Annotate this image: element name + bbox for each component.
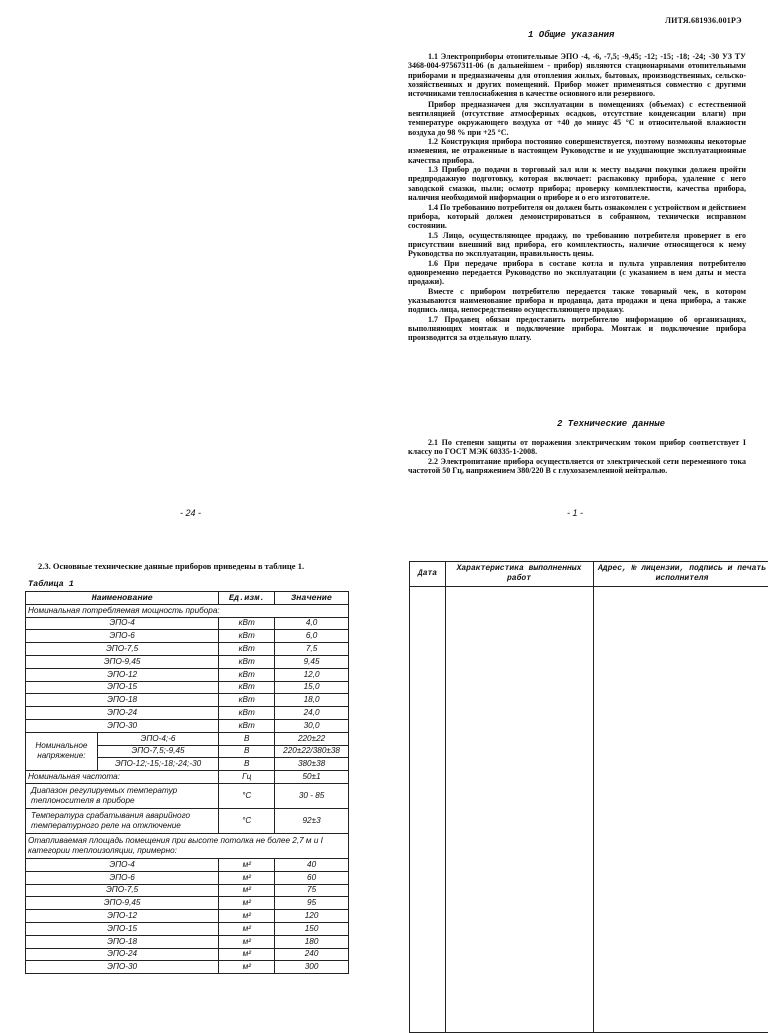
value-cell: 30 - 85	[275, 783, 349, 808]
unit-cell: м²	[219, 948, 275, 961]
value-cell: 75	[275, 884, 349, 897]
table-row	[26, 630, 349, 643]
model-cell: ЭПО-24	[26, 707, 219, 720]
unit-cell: Гц	[219, 771, 275, 784]
unit-cell: м²	[219, 935, 275, 948]
temp-alarm-label: Температура срабатывания аварийного температурного реле на отключение	[26, 808, 219, 833]
model-cell: ЭПО-7,5	[26, 884, 219, 897]
unit-cell: В	[219, 758, 275, 771]
model-cell: ЭПО-9,45	[26, 897, 219, 910]
table-caption: Таблица 1	[28, 579, 74, 589]
paragraph: 1.1 Электроприборы отопительные ЭПО -4, -6, -7,5; -9,45; -12; -15; -18; -24; -30 УЗ ТУ 3468-004-97567311-06 (в дальнейшем - прибор) являются стационарными отопительными приборами и предназначены для отопления жилых, бытовых, производственных, сельско-хозяйственных и других помещений. Прибор может применяться совместно с другими источниками теплоснабжения в качестве основного или резервного.	[408, 52, 746, 99]
paragraph: 2.1 По степени защиты от поражения электрическим током прибор соответствует I классу по ГОСТ МЭК 60335-1-2008.	[408, 438, 746, 457]
paragraph: 1.5 Лицо, осуществляющее продажу, по требованию потребителя проверяет в его присутствии внешний вид прибора, его комплектность, наличие относящегося к нему Руководства по эксплуатации, правильность цены.	[408, 230, 746, 259]
value-cell: 300	[275, 961, 349, 974]
model-cell: ЭПО-30	[26, 719, 219, 732]
header-name: Наименование	[26, 592, 219, 605]
unit-cell: м²	[219, 910, 275, 923]
model-cell: ЭПО-12;-15;-18;-24;-30	[97, 758, 219, 771]
temp-range-label: Диапазон регулируемых температур теплоносителя в приборе	[26, 783, 219, 808]
value-cell: 40	[275, 858, 349, 871]
table-row	[26, 910, 349, 923]
value-cell: 50±1	[275, 771, 349, 784]
table-row	[26, 871, 349, 884]
table-row	[26, 897, 349, 910]
model-cell: ЭПО-24	[26, 948, 219, 961]
model-cell: ЭПО-7,5;-9,45	[97, 745, 219, 758]
paragraph: 1.7 Продавец обязан предоставить потребителю информацию об организациях, выполняющих монтаж и подключение прибора. Монтаж и подключение прибора производится за отдельную плату.	[408, 314, 746, 343]
unit-cell: В	[219, 745, 275, 758]
table-row	[26, 694, 349, 707]
table-header-row	[26, 592, 349, 605]
unit-cell: кВт	[219, 617, 275, 630]
log-header-work: Характеристика выполненных работ	[456, 564, 582, 583]
value-cell: 120	[275, 910, 349, 923]
value-cell: 12,0	[275, 668, 349, 681]
model-cell: ЭПО-30	[26, 961, 219, 974]
model-cell: ЭПО-15	[26, 681, 219, 694]
value-cell: 220±22	[275, 732, 349, 745]
header-divider	[410, 586, 768, 587]
freq-label: Номинальная частота:	[26, 771, 219, 784]
model-cell: ЭПО-6	[26, 871, 219, 884]
model-cell: ЭПО-15	[26, 922, 219, 935]
table-row	[26, 771, 349, 784]
table-row	[26, 707, 349, 720]
paragraph: 1.2 Конструкция прибора постоянно совершенствуется, поэтому возможны некоторые изменения, не отраженные в настоящем Руководстве и не ухудшающие эксплуатационные качества прибора.	[408, 137, 746, 165]
header-unit: Ед.изм.	[219, 592, 275, 605]
unit-cell: м²	[219, 897, 275, 910]
document-code: ЛИТЯ.681936.001РЭ	[665, 16, 742, 25]
value-cell: 7,5	[275, 643, 349, 656]
page-number-right: - 1 -	[567, 508, 584, 518]
service-log-table	[409, 561, 768, 1033]
model-cell: ЭПО-7,5	[26, 643, 219, 656]
section-1-body	[408, 52, 746, 343]
value-cell: 180	[275, 935, 349, 948]
unit-cell: °С	[219, 783, 275, 808]
table-row	[26, 668, 349, 681]
page-number-left: - 24 -	[180, 508, 202, 518]
unit-cell: кВт	[219, 681, 275, 694]
unit-cell: м²	[219, 922, 275, 935]
model-cell: ЭПО-9,45	[26, 655, 219, 668]
tech-data-table	[25, 591, 349, 974]
unit-cell: кВт	[219, 668, 275, 681]
value-cell: 24,0	[275, 707, 349, 720]
table-row	[26, 858, 349, 871]
value-cell: 240	[275, 948, 349, 961]
value-cell: 150	[275, 922, 349, 935]
unit-cell: м²	[219, 961, 275, 974]
value-cell: 6,0	[275, 630, 349, 643]
header-value: Значение	[275, 592, 349, 605]
unit-cell: кВт	[219, 630, 275, 643]
model-cell: ЭПО-4;-6	[97, 732, 219, 745]
value-cell: 220±22/380±38	[275, 745, 349, 758]
table-row	[26, 655, 349, 668]
log-header-executor: Адрес, № лицензии, подпись и печать исполнителя	[597, 564, 767, 583]
paragraph: 1.6 При передаче прибора в составе котла и пульта управления потребителю одновременно передается Руководство по эксплуатации (с указанием в нем даты и места продажи).	[408, 258, 746, 287]
section-2-body	[408, 438, 746, 475]
section-2-title: 2 Технические данные	[557, 419, 666, 429]
section-1-title: 1 Общие указания	[528, 30, 615, 40]
table-row	[26, 783, 349, 808]
model-cell: ЭПО-12	[26, 910, 219, 923]
value-cell: 4,0	[275, 617, 349, 630]
table-row	[26, 833, 349, 858]
unit-cell: кВт	[219, 655, 275, 668]
unit-cell: м²	[219, 871, 275, 884]
value-cell: 92±3	[275, 808, 349, 833]
paragraph: Вместе с прибором потребителю передается также товарный чек, в котором указываются наименование прибора и продавца, дата продажи и цена прибора, а также подпись лица, непосредственно осуществляющего продажу.	[408, 286, 746, 315]
unit-cell: кВт	[219, 694, 275, 707]
table-row	[26, 681, 349, 694]
value-cell: 30,0	[275, 719, 349, 732]
column-divider	[593, 562, 594, 1032]
table-row	[26, 935, 349, 948]
paragraph: 2.2 Электропитание прибора осуществляется от электрической сети переменного тока частотой 50 Гц, напряжением 380/220 В с глухозаземленной нейтралью.	[408, 456, 746, 476]
table-row	[26, 617, 349, 630]
value-cell: 9,45	[275, 655, 349, 668]
voltage-label: Номинальное напряжение:	[26, 732, 98, 770]
table-row	[26, 922, 349, 935]
model-cell: ЭПО-18	[26, 935, 219, 948]
unit-cell: кВт	[219, 719, 275, 732]
model-cell: ЭПО-18	[26, 694, 219, 707]
unit-cell: м²	[219, 858, 275, 871]
unit-cell: кВт	[219, 707, 275, 720]
value-cell: 18,0	[275, 694, 349, 707]
power-title: Номинальная потребляемая мощность прибора:	[26, 604, 349, 617]
value-cell: 380±38	[275, 758, 349, 771]
paragraph: 1.3 Прибор до подачи в торговый зал или к месту выдачи покупки должен пройти предпродажную подготовку, которая включает: распаковку прибора, удаление с него заводской смазки, пыли; осмотр прибора; проверку комплектности, качества прибора, наличия необходимой информации о приборе и о его изготовителе.	[408, 165, 746, 203]
model-cell: ЭПО-4	[26, 858, 219, 871]
table-row	[26, 961, 349, 974]
unit-cell: кВт	[219, 643, 275, 656]
value-cell: 60	[275, 871, 349, 884]
value-cell: 15,0	[275, 681, 349, 694]
table-row	[26, 643, 349, 656]
value-cell: 95	[275, 897, 349, 910]
unit-cell: м²	[219, 884, 275, 897]
log-header-date: Дата	[417, 569, 438, 578]
table-row	[26, 732, 349, 745]
area-title: Отапливаемая площадь помещения при высоте потолка не более 2,7 м и I категории теплоизоляции, примерно:	[26, 833, 349, 858]
table-row	[26, 948, 349, 961]
table-intro: 2.3. Основные технические данные приборов приведены в таблице 1.	[38, 561, 305, 571]
paragraph: Прибор предназначен для эксплуатации в помещениях (объемах) с естественной вентиляцией (отсутствие атмосферных осадков, отсутствие конденсации влаги) при температуре окружающего воздуха от +40 до минус 45 °С и относительной влажности воздуха до 98 % при +25 °С.	[408, 99, 746, 137]
column-divider	[445, 562, 446, 1032]
table-row	[26, 884, 349, 897]
model-cell: ЭПО-6	[26, 630, 219, 643]
paragraph: 1.4 По требованию потребителя он должен быть ознакомлен с устройством и действием прибора, который должен демонстрироваться в собранном, технически исправном состоянии.	[408, 202, 746, 231]
unit-cell: В	[219, 732, 275, 745]
table-row	[26, 719, 349, 732]
table-row	[26, 604, 349, 617]
model-cell: ЭПО-12	[26, 668, 219, 681]
model-cell: ЭПО-4	[26, 617, 219, 630]
unit-cell: °С	[219, 808, 275, 833]
table-row	[26, 808, 349, 833]
